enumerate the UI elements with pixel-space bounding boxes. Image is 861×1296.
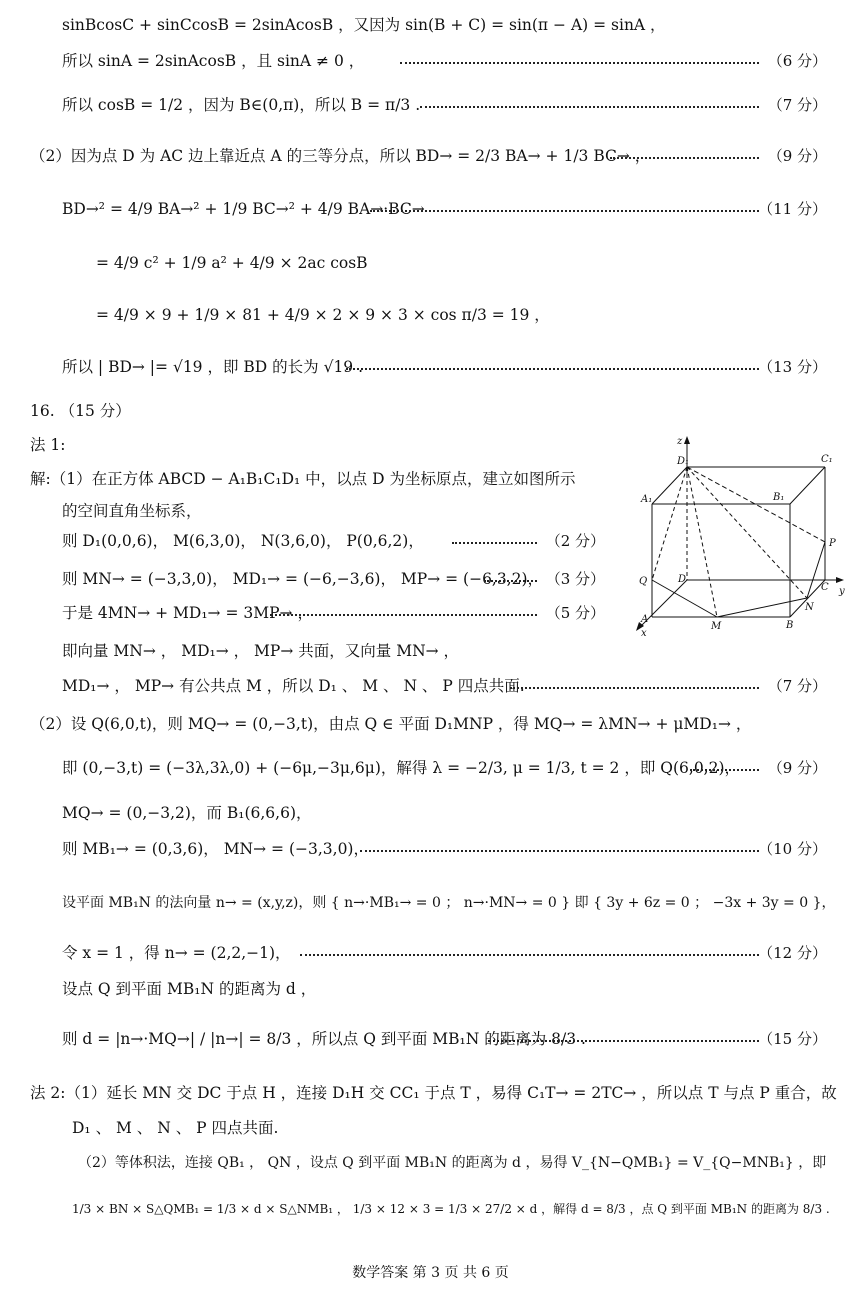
line-text: = 4/9 × 9 + 1/9 × 81 + 4/9 × 2 × 9 × 3 × cos π/3 = 19 ，	[96, 306, 550, 324]
score-marker: （7 分）	[767, 677, 827, 695]
line-text: 则 d = |n→·MQ→| / |n→| = 8/3 ，所以点 Q 到平面 MB₁N 的距离为 8/3 .	[62, 1030, 586, 1048]
score-marker: （9 分）	[767, 759, 827, 777]
label-M: M	[711, 621, 722, 632]
leader-dots	[420, 104, 759, 108]
score-marker: （15 分）	[758, 1030, 827, 1048]
score-marker: （10 分）	[758, 840, 827, 858]
line-text: 的空间直角坐标系，	[62, 502, 202, 520]
score-marker: （7 分）	[767, 96, 827, 114]
leader-dots	[400, 60, 759, 64]
solution-line	[0, 755, 861, 781]
leader-dots	[484, 578, 537, 582]
page-footer: 数学答案 第 3 页 共 6 页	[352, 1265, 509, 1281]
score-marker: （6 分）	[767, 52, 827, 70]
line-text: 所以 | BD→ |= √19 ，即 BD 的长为 √19 .	[62, 358, 364, 376]
line-text: 则 MB₁→ = (0,3,6)， MN→ = (−3,3,0)，	[62, 840, 369, 858]
solution-line	[0, 940, 861, 966]
cube-figure	[625, 432, 855, 642]
label-x: x	[641, 628, 647, 639]
leader-dots	[610, 155, 759, 159]
line-text: MD₁→ ， MP→ 有公共点 M ，所以 D₁ 、 M 、 N 、 P 四点共面.	[62, 677, 525, 695]
y-arrow-icon	[836, 577, 844, 583]
solution-line	[0, 302, 861, 328]
line-text: （2）因为点 D 为 AC 边上靠近点 A 的三等分点，所以 BD→ = 2/3 BA→ + 1/3 BC→ ，	[30, 147, 651, 165]
label-z: z	[677, 436, 683, 447]
solution-line	[0, 890, 861, 916]
label-D: D	[678, 574, 687, 585]
line-text: 所以 cosB = 1/2 ，因为 B∈(0,π)，所以 B = π/3 .	[62, 96, 421, 114]
line-text: 设平面 MB₁N 的法向量 n→ = (x,y,z)，则 { n→·MB₁→ = 0 ； n→·MN→ = 0 } 即 { 3y + 6z = 0 ； −3x + 3y = 0 }，	[62, 895, 836, 911]
label-C1: C₁	[821, 454, 833, 465]
line-text: 设点 Q 到平面 MB₁N 的距离为 d ，	[62, 980, 317, 998]
line-text: 法 2:（1）延长 MN 交 DC 于点 H ，连接 D₁H 交 CC₁ 于点 T ，易得 C₁T→ = 2TC→ ，所以点 T 与点 P 重合，故	[30, 1084, 837, 1102]
line-text: 于是 4MN→ + MD₁→ = 3MP→ ，	[62, 604, 313, 622]
leader-dots	[452, 540, 537, 544]
leader-dots	[300, 952, 759, 956]
solution-line	[0, 836, 861, 862]
leader-dots	[370, 208, 759, 212]
line-text: D₁ 、 M 、 N 、 P 四点共面.	[72, 1119, 279, 1137]
line-text: 则 MN→ = (−3,3,0)， MD₁→ = (−6,−3,6)， MP→ = (−6,3,2)，	[62, 570, 544, 588]
leader-dots	[488, 1038, 759, 1042]
solution-line	[0, 1150, 861, 1176]
solution-line	[0, 12, 861, 38]
label-C: C	[821, 582, 829, 593]
solution-line	[0, 196, 861, 222]
score-marker: （13 分）	[758, 358, 827, 376]
line-text: （2）等体积法，连接 QB₁ ， QN ，设点 Q 到平面 MB₁N 的距离为 d ，易得 V_{N−QMB₁} = V_{Q−MNB₁} ，即	[78, 1155, 827, 1171]
solution-line	[0, 398, 861, 424]
label-D1: D₁	[677, 456, 690, 467]
leader-dots	[690, 767, 759, 771]
solution-line	[0, 143, 861, 169]
solution-line	[0, 976, 861, 1002]
solution-line	[0, 711, 861, 737]
solution-line	[0, 354, 861, 380]
leader-dots	[510, 685, 759, 689]
score-marker: （11 分）	[758, 200, 827, 218]
label-A: A	[641, 614, 649, 625]
label-P: P	[829, 538, 836, 549]
label-N: N	[805, 602, 814, 613]
line-text: 解:（1）在正方体 ABCD − A₁B₁C₁D₁ 中，以点 D 为坐标原点，建立如图所示	[30, 470, 576, 488]
line-text: MQ→ = (0,−3,2)，而 B₁(6,6,6)，	[62, 804, 312, 822]
solution-line	[0, 1080, 861, 1106]
leader-dots	[346, 366, 759, 370]
line-text: 所以 sinA = 2sinAcosB ，且 sinA ≠ 0 ，	[62, 52, 365, 70]
line-text: 16. （15 分）	[30, 402, 131, 420]
label-A1: A₁	[641, 494, 653, 505]
z-arrow-icon	[684, 436, 690, 444]
score-marker: （12 分）	[758, 944, 827, 962]
label-y: y	[839, 586, 845, 597]
score-marker: （5 分）	[545, 604, 605, 622]
label-B: B	[786, 620, 794, 631]
solution-line	[0, 92, 861, 118]
solution-line	[0, 48, 861, 74]
line-text: 即向量 MN→ ， MD₁→ ， MP→ 共面，又向量 MN→ ，	[62, 642, 460, 660]
line-text: = 4/9 c² + 1/9 a² + 4/9 × 2ac cosB	[96, 254, 368, 272]
line-text: （2）设 Q(6,0,t)，则 MQ→ = (0,−3,t)，由点 Q ∈ 平面 D₁MNP ，得 MQ→ = λMN→ + μMD₁→ ，	[30, 715, 752, 733]
leader-dots	[270, 612, 537, 616]
line-text: sinBcosC + sinCcosB = 2sinAcosB ，又因为 sin(B + C) = sin(π − A) = sinA ，	[62, 16, 666, 34]
line-text: 令 x = 1 ，得 n→ = (2,2,−1)，	[62, 944, 291, 962]
solution-line	[0, 250, 861, 276]
solution-line	[0, 673, 861, 699]
line-text: 则 D₁(0,0,6)， M(6,3,0)， N(3,6,0)， P(0,6,2)，	[62, 532, 424, 550]
label-Q: Q	[639, 576, 648, 587]
line-text: 即 (0,−3,t) = (−3λ,3λ,0) + (−6μ,−3μ,6μ)，解得 λ = −2/3, μ = 1/3, t = 2 ，即 Q(6,0,2)，	[62, 759, 741, 777]
solution-line	[0, 1115, 861, 1141]
solution-line	[0, 1196, 861, 1222]
score-marker: （3 分）	[545, 570, 605, 588]
line-text: 法 1:	[30, 436, 66, 454]
score-marker: （9 分）	[767, 147, 827, 165]
solution-line	[0, 800, 861, 826]
line-text: 1/3 × BN × S△QMB₁ = 1/3 × d × S△NMB₁ ， 1/3 × 12 × 3 = 1/3 × 27/2 × d ，解得 d = 8/3 ，点 Q 到平面 MB₁N 的距离为 8/3 .	[72, 1202, 830, 1216]
score-marker: （2 分）	[545, 532, 605, 550]
label-B1: B₁	[773, 492, 785, 503]
line-text: BD→² = 4/9 BA→² + 1/9 BC→² + 4/9 BA→·BC→	[62, 200, 425, 218]
solution-line	[0, 1026, 861, 1052]
leader-dots	[360, 848, 759, 852]
